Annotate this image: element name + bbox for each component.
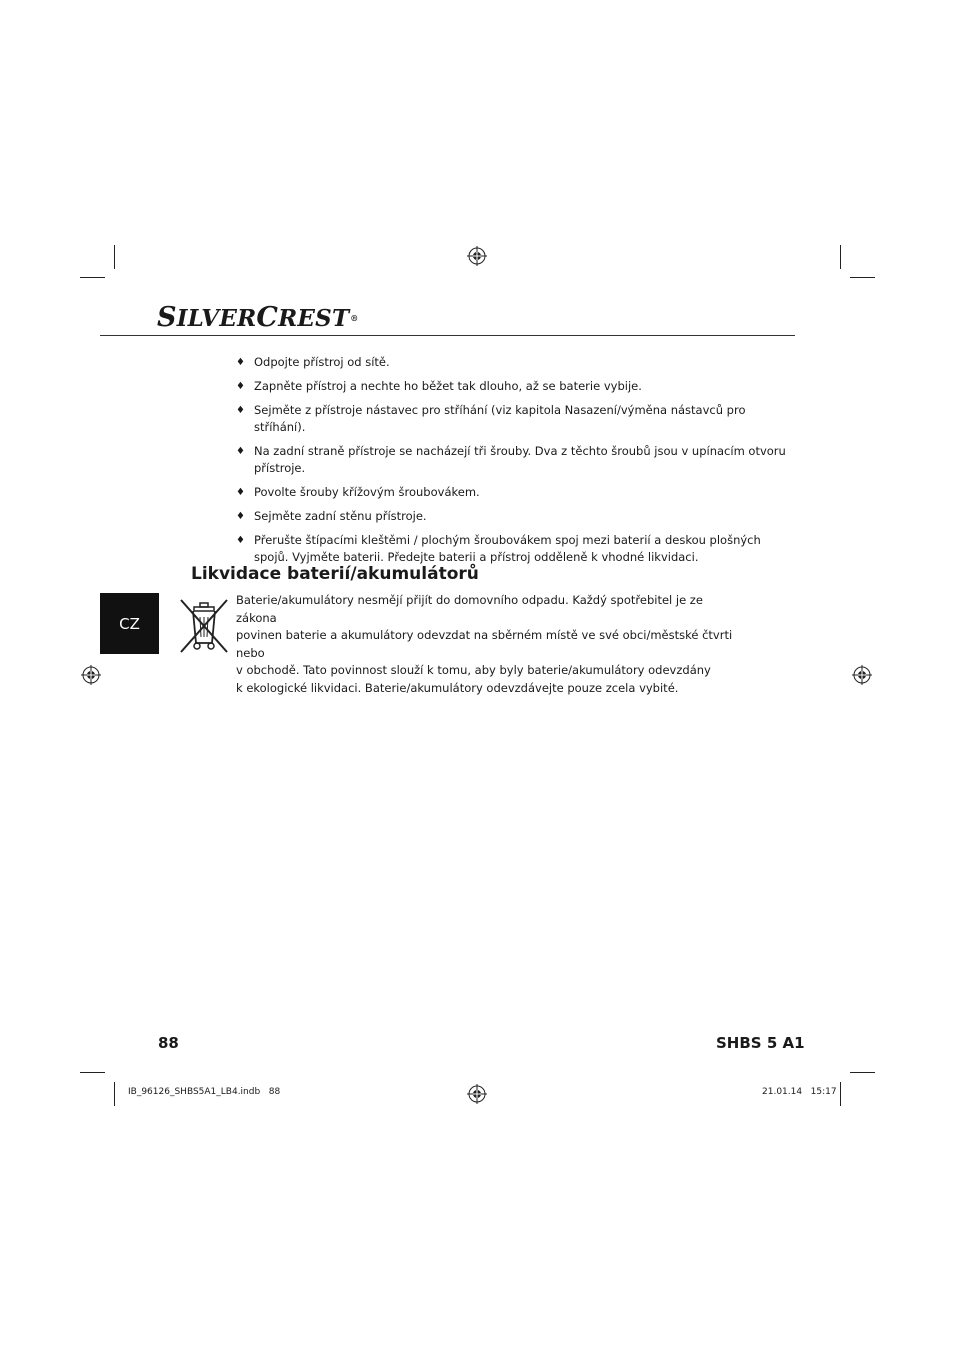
crop-mark (80, 1072, 105, 1073)
bullet-icon: ♦ (236, 511, 245, 522)
registration-mark-icon (81, 665, 101, 685)
crop-mark (840, 1082, 841, 1106)
crop-mark (114, 1082, 115, 1106)
model-number: SHBS 5 A1 (716, 1034, 805, 1052)
bullet-icon: ♦ (236, 446, 245, 457)
bullet-icon: ♦ (236, 535, 245, 546)
crop-mark (850, 277, 875, 278)
page-number: 88 (158, 1034, 179, 1052)
bullet-icon: ♦ (236, 357, 245, 368)
registration-mark-icon (467, 246, 487, 266)
brand-logo: SILVERCREST® (157, 302, 359, 333)
bullet-icon: ♦ (236, 381, 245, 392)
print-date-info: 21.01.14 15:17 (762, 1087, 837, 1097)
list-item: ♦ Povolte šrouby křížovým šroubovákem. (236, 485, 480, 499)
crop-mark (80, 277, 105, 278)
language-tab: CZ (100, 593, 159, 654)
section-title: Likvidace baterií/akumulátorů (191, 564, 479, 584)
list-item: ♦ Na zadní straně přístroje se nacházejí tři šrouby. Dva z těchto šroubů jsou v upínacím otvoru přístroje. (236, 444, 786, 475)
list-item: ♦ Přerušte štípacími kleštěmi / plochým šroubovákem spoj mezi baterií a deskou plošných spojů. Vyjměte baterii. Předejte baterii a přístroj odděleně k vhodné likvidaci. (236, 533, 761, 564)
header-rule (100, 335, 795, 336)
bullet-icon: ♦ (236, 487, 245, 498)
registration-mark-icon (852, 665, 872, 685)
list-item: ♦ Zapněte přístroj a nechte ho běžet tak dlouho, až se baterie vybije. (236, 379, 642, 393)
list-item: ♦ Odpojte přístroj od sítě. (236, 355, 390, 369)
bullet-icon: ♦ (236, 405, 245, 416)
crop-mark (114, 245, 115, 269)
crossed-out-wheelie-bin-icon (178, 595, 230, 655)
registration-mark-icon (467, 1084, 487, 1104)
list-item: ♦ Sejměte z přístroje nástavec pro stříhání (viz kapitola Nasazení/výměna nástavců pro stříhání). (236, 403, 746, 434)
print-file-info: IB_96126_SHBS5A1_LB4.indb 88 (128, 1087, 281, 1097)
disposal-paragraph: Baterie/akumulátory nesmějí přijít do domovního odpadu. Každý spotřebitel je ze zákona povinen baterie a akumulátory odevzdat na sběrném místě ve své obci/městské čtvrti nebo v obchodě. Tato povinnost slouží k tomu, aby byly baterie/akumulátory odevzdány k ekologické likvidaci. Baterie/akumulátory odevzdávejte pouze zcela vybité. (236, 593, 733, 695)
crop-mark (840, 245, 841, 269)
crop-mark (850, 1072, 875, 1073)
instruction-list (236, 354, 796, 573)
list-item: ♦ Sejměte zadní stěnu přístroje. (236, 509, 427, 523)
